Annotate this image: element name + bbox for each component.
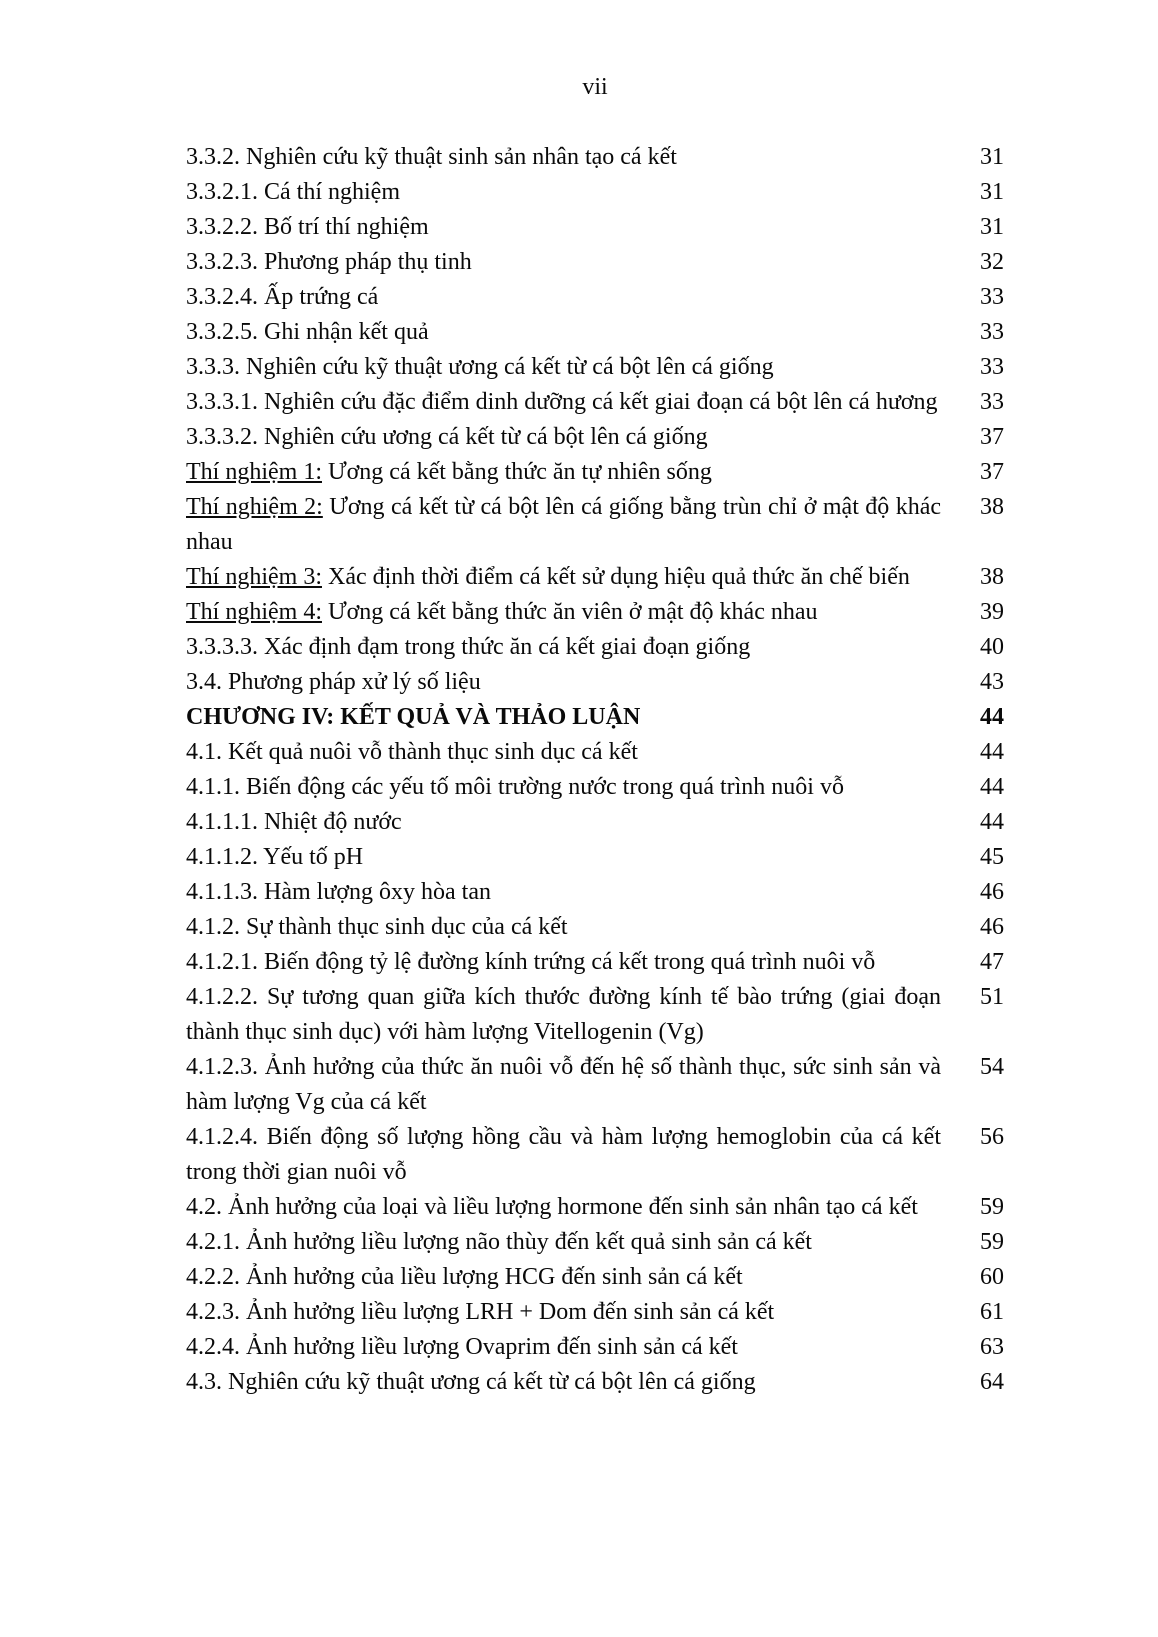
- toc-entry-page: 59: [980, 1229, 1004, 1255]
- toc-entry: [186, 805, 1004, 840]
- toc-entry-label: CHƯƠNG IV: KẾT QUẢ VÀ THẢO LUẬN: [186, 704, 641, 730]
- toc-entry-label: 3.3.2.2. Bố trí thí nghiệm: [186, 214, 429, 240]
- toc-entry-text: [186, 210, 941, 245]
- toc-entry: [186, 1120, 1004, 1190]
- toc-entry-text: [186, 560, 941, 595]
- toc-entry-text: [186, 700, 941, 735]
- toc-entry-label: 3.3.2.4. Ấp trứng cá: [186, 284, 379, 310]
- toc-entry-page: 33: [980, 354, 1004, 380]
- toc-entry-text: [186, 1190, 941, 1225]
- toc-entry-label: Xác định thời điểm cá kết sử dụng hiệu quả thức ăn chế biến: [321, 564, 910, 590]
- toc-entry-text: [186, 980, 941, 1050]
- toc-entry-text: [186, 140, 941, 175]
- toc-entry-page: 46: [980, 914, 1004, 940]
- toc-entry-label: 4.1. Kết quả nuôi vỗ thành thục sinh dục cá kết: [186, 739, 638, 765]
- toc-entry: [186, 875, 1004, 910]
- toc-entry: [186, 1365, 1004, 1400]
- toc-entry-page: 63: [980, 1334, 1004, 1360]
- toc-entry-page: 33: [980, 389, 1004, 415]
- toc-entry-text: [186, 1295, 941, 1330]
- toc-entry-text: [186, 910, 941, 945]
- toc-entry-text: [186, 840, 941, 875]
- toc-entry: [186, 175, 1004, 210]
- toc-entry: [186, 455, 1004, 490]
- toc-entry-text: [186, 805, 941, 840]
- toc-entry: [186, 1225, 1004, 1260]
- toc-entry-page: 32: [980, 249, 1004, 275]
- toc-entry: [186, 665, 1004, 700]
- toc-entry: [186, 945, 1004, 980]
- toc-entry-label: 3.3.3.2. Nghiên cứu ương cá kết từ cá bột lên cá giống: [186, 424, 708, 450]
- toc-entry: [186, 1190, 1004, 1225]
- toc-entry-text: [186, 1330, 941, 1365]
- toc-entry: [186, 1330, 1004, 1365]
- toc-entry: [186, 595, 1004, 630]
- toc-entry-label: 4.1.1. Biến động các yếu tố môi trường nước trong quá trình nuôi vỗ: [186, 774, 844, 800]
- toc-entry-text: [186, 385, 941, 420]
- toc-entry: [186, 630, 1004, 665]
- toc-entry-page: 31: [980, 144, 1004, 170]
- toc-entry-page: 44: [980, 739, 1004, 765]
- toc-entry-page: 37: [980, 424, 1004, 450]
- toc-entry-label: 3.4. Phương pháp xử lý số liệu: [186, 669, 481, 695]
- toc-entry-text: [186, 595, 941, 630]
- toc-entry-label: 4.1.1.2. Yếu tố pH: [186, 844, 364, 870]
- toc-entry-text: [186, 770, 941, 805]
- toc-entry-page: 56: [980, 1124, 1004, 1150]
- toc-entry: [186, 210, 1004, 245]
- toc-entry-page: 45: [980, 844, 1004, 870]
- toc-entry-page: 44: [980, 774, 1004, 800]
- toc-entry-text: [186, 315, 941, 350]
- toc-entry-label: 4.2. Ảnh hưởng của loại và liều lượng hormone đến sinh sản nhân tạo cá kết: [186, 1194, 918, 1220]
- toc-entry-text: [186, 455, 941, 490]
- toc-entry-text: [186, 1225, 941, 1260]
- toc-entry-page: 64: [980, 1369, 1004, 1395]
- toc-entry-text: [186, 1365, 941, 1400]
- toc-entry: [186, 490, 1004, 560]
- toc-entry-label: 3.3.2. Nghiên cứu kỹ thuật sinh sản nhân tạo cá kết: [186, 144, 677, 170]
- toc-entry-text: [186, 735, 941, 770]
- toc-entry-page: 38: [980, 494, 1004, 520]
- toc-entry-label: 4.1.1.3. Hàm lượng ôxy hòa tan: [186, 879, 491, 905]
- toc-entry: [186, 560, 1004, 595]
- toc-entry-page: 59: [980, 1194, 1004, 1220]
- toc-entry-label: 4.1.1.1. Nhiệt độ nước: [186, 809, 402, 835]
- toc-entry-text: [186, 490, 941, 560]
- page-number-roman: vii: [582, 74, 608, 100]
- toc-entry-label: 3.3.2.5. Ghi nhận kết quả: [186, 319, 429, 345]
- toc-entry-page: 54: [980, 1054, 1004, 1080]
- toc-entry-page: 51: [980, 984, 1004, 1010]
- toc-entry: [186, 700, 1004, 735]
- toc-entry-text: [186, 875, 941, 910]
- toc-entry: [186, 840, 1004, 875]
- toc-entry-page: 43: [980, 669, 1004, 695]
- toc-entry-text: [186, 665, 941, 700]
- toc-entry-label: 3.3.2.1. Cá thí nghiệm: [186, 179, 400, 205]
- toc-entry-page: 44: [980, 704, 1004, 730]
- toc-entry-label: Ương cá kết từ cá bột lên cá giống bằng trùn chỉ ở mật độ khác nhau: [186, 494, 942, 555]
- toc-entry-page: 44: [980, 809, 1004, 835]
- toc-entry: [186, 1295, 1004, 1330]
- toc-entry-text: [186, 350, 941, 385]
- toc-entry-page: 31: [980, 179, 1004, 205]
- toc-entry: [186, 1260, 1004, 1295]
- toc-entry: [186, 350, 1004, 385]
- toc-entry: [186, 420, 1004, 455]
- toc-entry-page: 60: [980, 1264, 1004, 1290]
- toc-entry-page: 39: [980, 599, 1004, 625]
- toc-entry-label: 3.3.2.3. Phương pháp thụ tinh: [186, 249, 472, 275]
- toc-entry: [186, 315, 1004, 350]
- toc-entry-label: 4.1.2.4. Biến động số lượng hồng cầu và hàm lượng hemoglobin của cá kết trong thời gian nuôi vỗ: [186, 1124, 941, 1185]
- toc-entry-text: [186, 945, 941, 980]
- toc-entry-page: 33: [980, 284, 1004, 310]
- toc-entry-label: 3.3.3. Nghiên cứu kỹ thuật ương cá kết từ cá bột lên cá giống: [186, 354, 774, 380]
- toc-entry-text: [186, 1120, 941, 1190]
- toc-entry-label: 3.3.3.3. Xác định đạm trong thức ăn cá kết giai đoạn giống: [186, 634, 751, 660]
- toc-entry: [186, 1050, 1004, 1120]
- toc-entry-label: Ương cá kết bằng thức ăn viên ở mật độ khác nhau: [321, 599, 818, 625]
- toc-entry-page: 61: [980, 1299, 1004, 1325]
- toc-entry-label: 4.1.2.3. Ảnh hưởng của thức ăn nuôi vỗ đến hệ số thành thục, sức sinh sản và hàm lượng Vg của cá kết: [186, 1054, 941, 1115]
- toc-entry: [186, 770, 1004, 805]
- toc-entry-page: 46: [980, 879, 1004, 905]
- toc-entry-label: 4.2.1. Ảnh hưởng liều lượng não thùy đến kết quả sinh sản cá kết: [186, 1229, 812, 1255]
- toc-entry-label: 3.3.3.1. Nghiên cứu đặc điểm dinh dưỡng cá kết giai đoạn cá bột lên cá hương: [186, 389, 938, 415]
- toc-entry-text: [186, 175, 941, 210]
- toc-entry-prefix: Thí nghiệm 3:: [186, 564, 322, 590]
- toc-entry-page: 47: [980, 949, 1004, 975]
- toc-entry-prefix: Thí nghiệm 2:: [186, 494, 323, 520]
- toc-entry-text: [186, 1260, 941, 1295]
- toc-entry-label: 4.2.4. Ảnh hưởng liều lượng Ovaprim đến sinh sản cá kết: [186, 1334, 738, 1360]
- toc-entry-text: [186, 245, 941, 280]
- toc-entry: [186, 910, 1004, 945]
- toc-list: [186, 140, 1004, 1400]
- toc-entry-text: [186, 420, 941, 455]
- toc-entry-label: Ương cá kết bằng thức ăn tự nhiên sống: [321, 459, 712, 485]
- toc-entry-page: 33: [980, 319, 1004, 345]
- toc-entry-label: 4.3. Nghiên cứu kỹ thuật ương cá kết từ cá bột lên cá giống: [186, 1369, 756, 1395]
- toc-entry-page: 40: [980, 634, 1004, 660]
- toc-entry-text: [186, 1050, 941, 1120]
- toc-entry: [186, 280, 1004, 315]
- toc-entry: [186, 245, 1004, 280]
- toc-entry-prefix: Thí nghiệm 1:: [186, 459, 322, 485]
- toc-entry-text: [186, 280, 941, 315]
- toc-entry-label: 4.1.2.2. Sự tương quan giữa kích thước đường kính tế bào trứng (giai đoạn thành thục sinh dục) với hàm lượng Vitellogenin (Vg): [186, 984, 941, 1045]
- toc-entry-prefix: Thí nghiệm 4:: [186, 599, 322, 625]
- toc-entry: [186, 385, 1004, 420]
- toc-entry-page: 37: [980, 459, 1004, 485]
- toc-entry-label: 4.2.3. Ảnh hưởng liều lượng LRH + Dom đến sinh sản cá kết: [186, 1299, 775, 1325]
- toc-entry: [186, 980, 1004, 1050]
- toc-entry-text: [186, 630, 941, 665]
- toc-entry-label: 4.1.2.1. Biến động tỷ lệ đường kính trứng cá kết trong quá trình nuôi vỗ: [186, 949, 876, 975]
- toc-entry-page: 38: [980, 564, 1004, 590]
- toc-entry-page: 31: [980, 214, 1004, 240]
- toc-entry: [186, 735, 1004, 770]
- toc-entry-label: 4.1.2. Sự thành thục sinh dục của cá kết: [186, 914, 568, 940]
- toc-entry: [186, 140, 1004, 175]
- toc-entry-label: 4.2.2. Ảnh hưởng của liều lượng HCG đến sinh sản cá kết: [186, 1264, 743, 1290]
